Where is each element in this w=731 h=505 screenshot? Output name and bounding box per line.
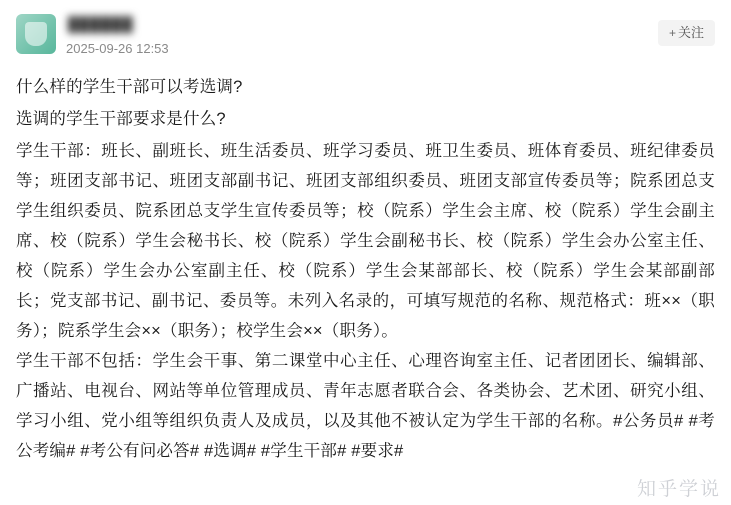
post-header (0, 0, 731, 72)
author-name-text: ██████ (68, 16, 134, 32)
avatar[interactable] (16, 14, 56, 54)
question-line-2: 选调的学生干部要求是什么? (16, 110, 226, 128)
author-block (66, 14, 658, 60)
post-timestamp: 2025-09-26 12:53 (66, 41, 169, 56)
post-body (0, 72, 731, 466)
paragraph-excludes (16, 346, 715, 466)
follow-button-label: 关注 (677, 25, 704, 40)
watermark: 知乎学说 (636, 478, 721, 500)
author-name[interactable] (66, 14, 658, 34)
follow-button[interactable] (658, 20, 715, 46)
question-line-1: 什么样的学生干部可以考选调? (16, 78, 243, 96)
plus-icon: + (668, 26, 676, 40)
paragraph-includes: 学生干部：班长、副班长、班生活委员、班学习委员、班卫生委员、班体育委员、班纪律委员等；班团支部书记、班团支部副书记、班团支部组织委员、班团支部宣传委员等；院系团总支学生组织委员、院系团总支学生宣传委员等；校（院系）学生会主席、校（院系）学生会副主席、校（院系）学生会秘书长、校（院系）学生会副秘书长、校（院系）学生会办公室主任、校（院系）学生会办公室副主任、校（院系）学生会某部部长、校（院系）学生会某部副部长；党支部书记、副书记、委员等。未列入名录的，可填写规范的名称、规范格式：班××（职务）；院系学生会××（职务）；校学生会××（职务）。 (16, 142, 715, 340)
paragraph-excludes-text: 学生干部不包括：学生会干事、第二课堂中心主任、心理咨询室主任、记者团团长、编辑部、广播站、电视台、网站等单位管理成员、青年志愿者联合会、各类协会、艺术团、研究小组、学习小组、党小组等组织负责人及成员，以及其他不被认定为学生干部的名称。 (16, 352, 715, 430)
hashtag-list[interactable]: #公务员# #考公考编# #考公有问必答# #选调# #学生干部# #要求# (16, 412, 716, 460)
